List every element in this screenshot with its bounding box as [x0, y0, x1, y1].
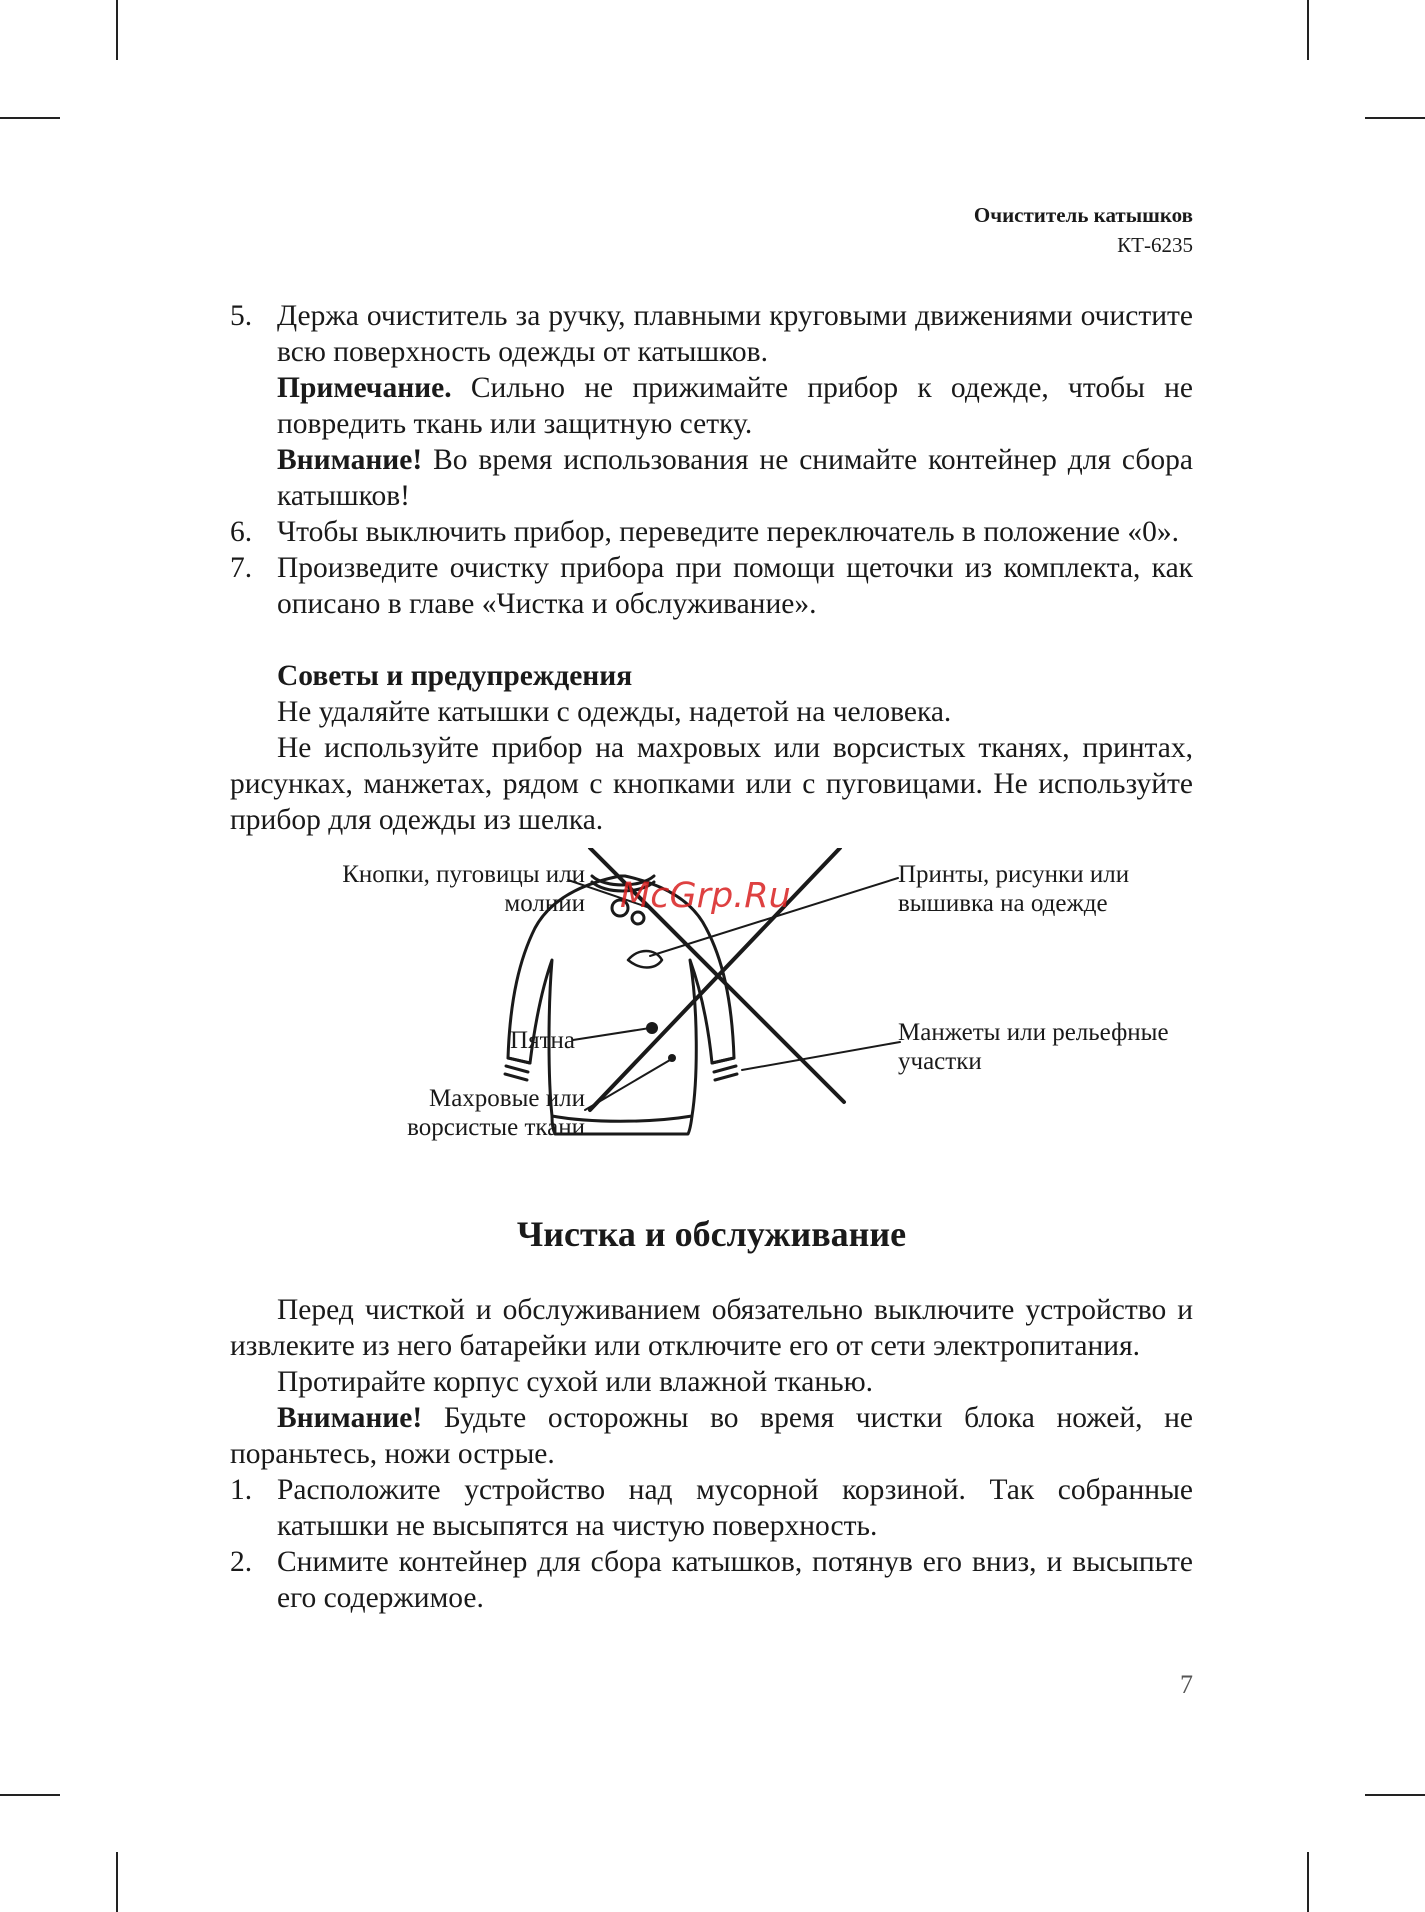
watermark: McGrp.Ru: [620, 876, 791, 916]
item-text: Снимите контейнер для сбора катышков, потянув его вниз, и высыпьте его содержимое.: [277, 1546, 1193, 1614]
warning-label: Внимание!: [277, 444, 423, 476]
header-title: Очиститель катышков: [973, 203, 1193, 227]
label-prints: Принты, рисунки или вышивка на одежде: [898, 861, 1130, 917]
page-number: 7: [1180, 1670, 1193, 1699]
list-item: [230, 1472, 1193, 1544]
note: [277, 370, 1193, 442]
label-terry: Махровые или ворсистые ткани: [407, 1085, 585, 1141]
crop-mark: [0, 1794, 60, 1796]
crop-mark: [1365, 117, 1425, 119]
crop-mark: [1307, 0, 1309, 60]
header-model: КТ-6235: [1117, 233, 1193, 257]
section-title: Чистка и обслуживание: [516, 1214, 907, 1254]
item-text: Держа очиститель за ручку, плавными круговыми движениями очистите всю поверхность одежды от катышков.: [277, 300, 1193, 368]
tips-paragraph: Не удаляйте катышки с одежды, надетой на человека.: [277, 696, 952, 728]
sweater-illustration: [230, 848, 1193, 1170]
list-item: [230, 550, 1193, 622]
page-content: [230, 298, 1193, 1616]
cleaning-paragraph: Перед чисткой и обслуживанием обязательно выключите устройство и извлеките из него батарейки или отключите его от сети электропитания.: [230, 1294, 1193, 1362]
tips-heading: Советы и предупреждения: [277, 660, 633, 692]
list-item: [230, 514, 1193, 550]
item-number: 7.: [230, 552, 253, 584]
label-stains: Пятна: [510, 1027, 575, 1054]
warning-text: Будьте осторожны во время чистки блока ножей, не пораньтесь, ножи острые.: [230, 1402, 1193, 1470]
list-item: [230, 1544, 1193, 1616]
item-number: 1.: [230, 1474, 253, 1506]
crop-mark: [116, 0, 118, 60]
tips-paragraph: Не используйте прибор на махровых или ворсистых тканях, принтах, рисунках, манжетах, рядом с кнопками или с пуговицами. Не используйте прибор для одежды из шелка.: [230, 732, 1193, 836]
label-buttons: Кнопки, пуговицы или молнии: [342, 861, 585, 917]
crop-mark: [1365, 1794, 1425, 1796]
crop-mark: [0, 117, 60, 119]
item-number: 2.: [230, 1546, 253, 1578]
item-number: 5.: [230, 300, 253, 332]
label-cuffs: Манжеты или рельефные участки: [898, 1019, 1169, 1075]
item-text: Расположите устройство над мусорной корзиной. Так собранные катышки не высыпятся на чистую поверхность.: [277, 1474, 1193, 1542]
list-item: [230, 298, 1193, 514]
note-label: Примечание.: [277, 372, 452, 404]
item-text: Чтобы выключить прибор, переведите переключатель в положение «0».: [277, 516, 1179, 548]
note-text: Сильно не прижимайте прибор к одежде, чтобы не повредить ткань или защитную сетку.: [277, 372, 1193, 440]
cleaning-paragraph: Протирайте корпус сухой или влажной тканью.: [277, 1366, 874, 1398]
crop-mark: [116, 1852, 118, 1912]
warning-text: Во время использования не снимайте контейнер для сбора катышков!: [277, 444, 1193, 512]
item-text: Произведите очистку прибора при помощи щеточки из комплекта, как описано в главе «Чистка и обслуживание».: [277, 552, 1193, 620]
warning-label: Внимание!: [277, 1402, 423, 1434]
crop-mark: [1307, 1852, 1309, 1912]
item-number: 6.: [230, 516, 253, 548]
cleaning-warning: [230, 1400, 1193, 1472]
running-header: [974, 200, 1193, 260]
warning: [277, 442, 1193, 514]
